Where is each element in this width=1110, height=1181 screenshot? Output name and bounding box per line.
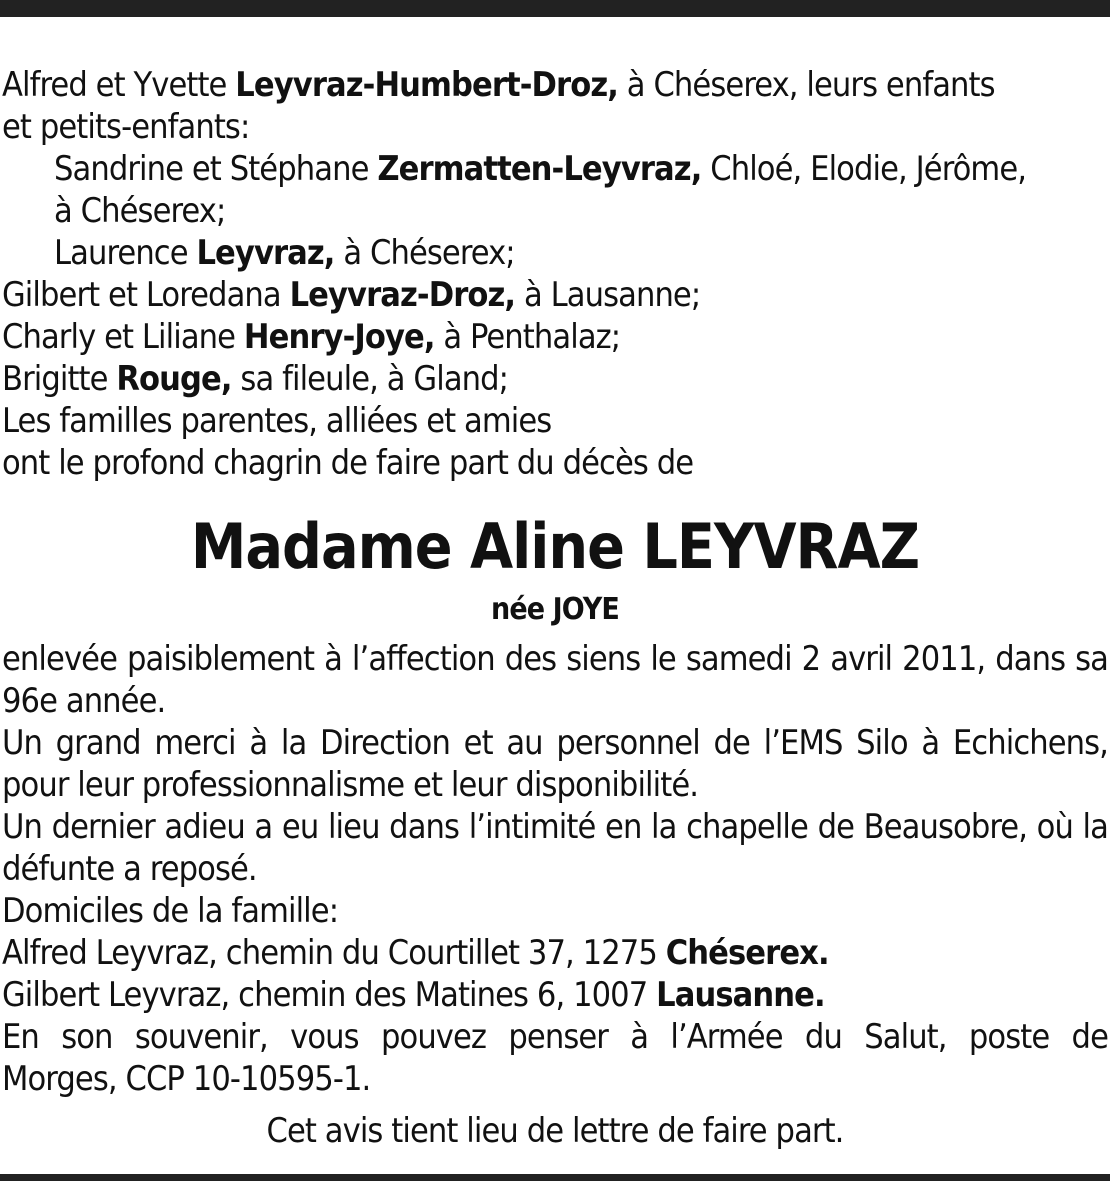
address-city: Chéserex. [665,933,829,973]
family-line-10: ont le profond chagrin de faire part du décès de [2,443,694,483]
deceased-name: Madame Aline LEYVRAZ [190,510,920,583]
family-line-5: Laurence Leyvraz, à Chéserex; [54,233,515,273]
address-city: Lausanne. [656,975,825,1015]
family-line-6: Gilbert et Loredana Leyvraz-Droz, à Lausanne; [2,275,701,315]
address-line-1: Alfred Leyvraz, chemin du Courtillet 37, 1275 Chéserex. [2,933,829,973]
thanks-paragraph: Un grand merci à la Direction et au personnel de l’EMS Silo à Echichens, pour leur professionnalisme et leur disponibilité. [2,723,1108,805]
family-line-1: Alfred et Yvette Leyvraz-Humbert-Droz, à Chéserex, leurs enfants [2,65,995,105]
farewell-paragraph: Un dernier adieu a eu lieu dans l’intimité en la chapelle de Beausobre, où la défunte a reposé. [2,807,1108,889]
family-name: Leyvraz-Droz, [289,275,516,315]
donation-line-2: Morges, CCP 10-10595-1. [2,1059,371,1099]
family-line-7: Charly et Liliane Henry-Joye, à Penthalaz; [2,317,621,357]
family-name: Zermatten-Leyvraz, [377,149,702,189]
closing-note: Cet avis tient lieu de lettre de faire part. [266,1111,844,1151]
family-name: Leyvraz-Humbert-Droz, [235,65,618,105]
family-name: Rouge, [116,359,232,399]
passing-paragraph: enlevée paisiblement à l’affection des siens le samedi 2 avril 2011, dans sa 96e année. [2,639,1108,721]
top-rule [0,0,1110,17]
maiden-name: née JOYE [491,592,619,627]
family-line-9: Les familles parentes, alliées et amies [2,401,552,441]
bottom-rule [0,1174,1110,1181]
domiciles-heading: Domiciles de la famille: [2,891,339,931]
family-line-8: Brigitte Rouge, sa fileule, à Gland; [2,359,509,399]
obituary-notice [2,64,1108,1152]
family-line-2: et petits-enfants: [2,107,250,147]
address-line-2: Gilbert Leyvraz, chemin des Matines 6, 1007 Lausanne. [2,975,825,1015]
family-line-3: Sandrine et Stéphane Zermatten-Leyvraz, Chloé, Elodie, Jérôme, [54,149,1027,189]
family-line-4: à Chéserex; [54,191,226,231]
donation-line-1: En son souvenir, vous pouvez penser à l’Armée du Salut, poste de [2,1017,1108,1057]
family-name: Henry-Joye, [243,317,435,357]
family-name: Leyvraz, [196,233,335,273]
